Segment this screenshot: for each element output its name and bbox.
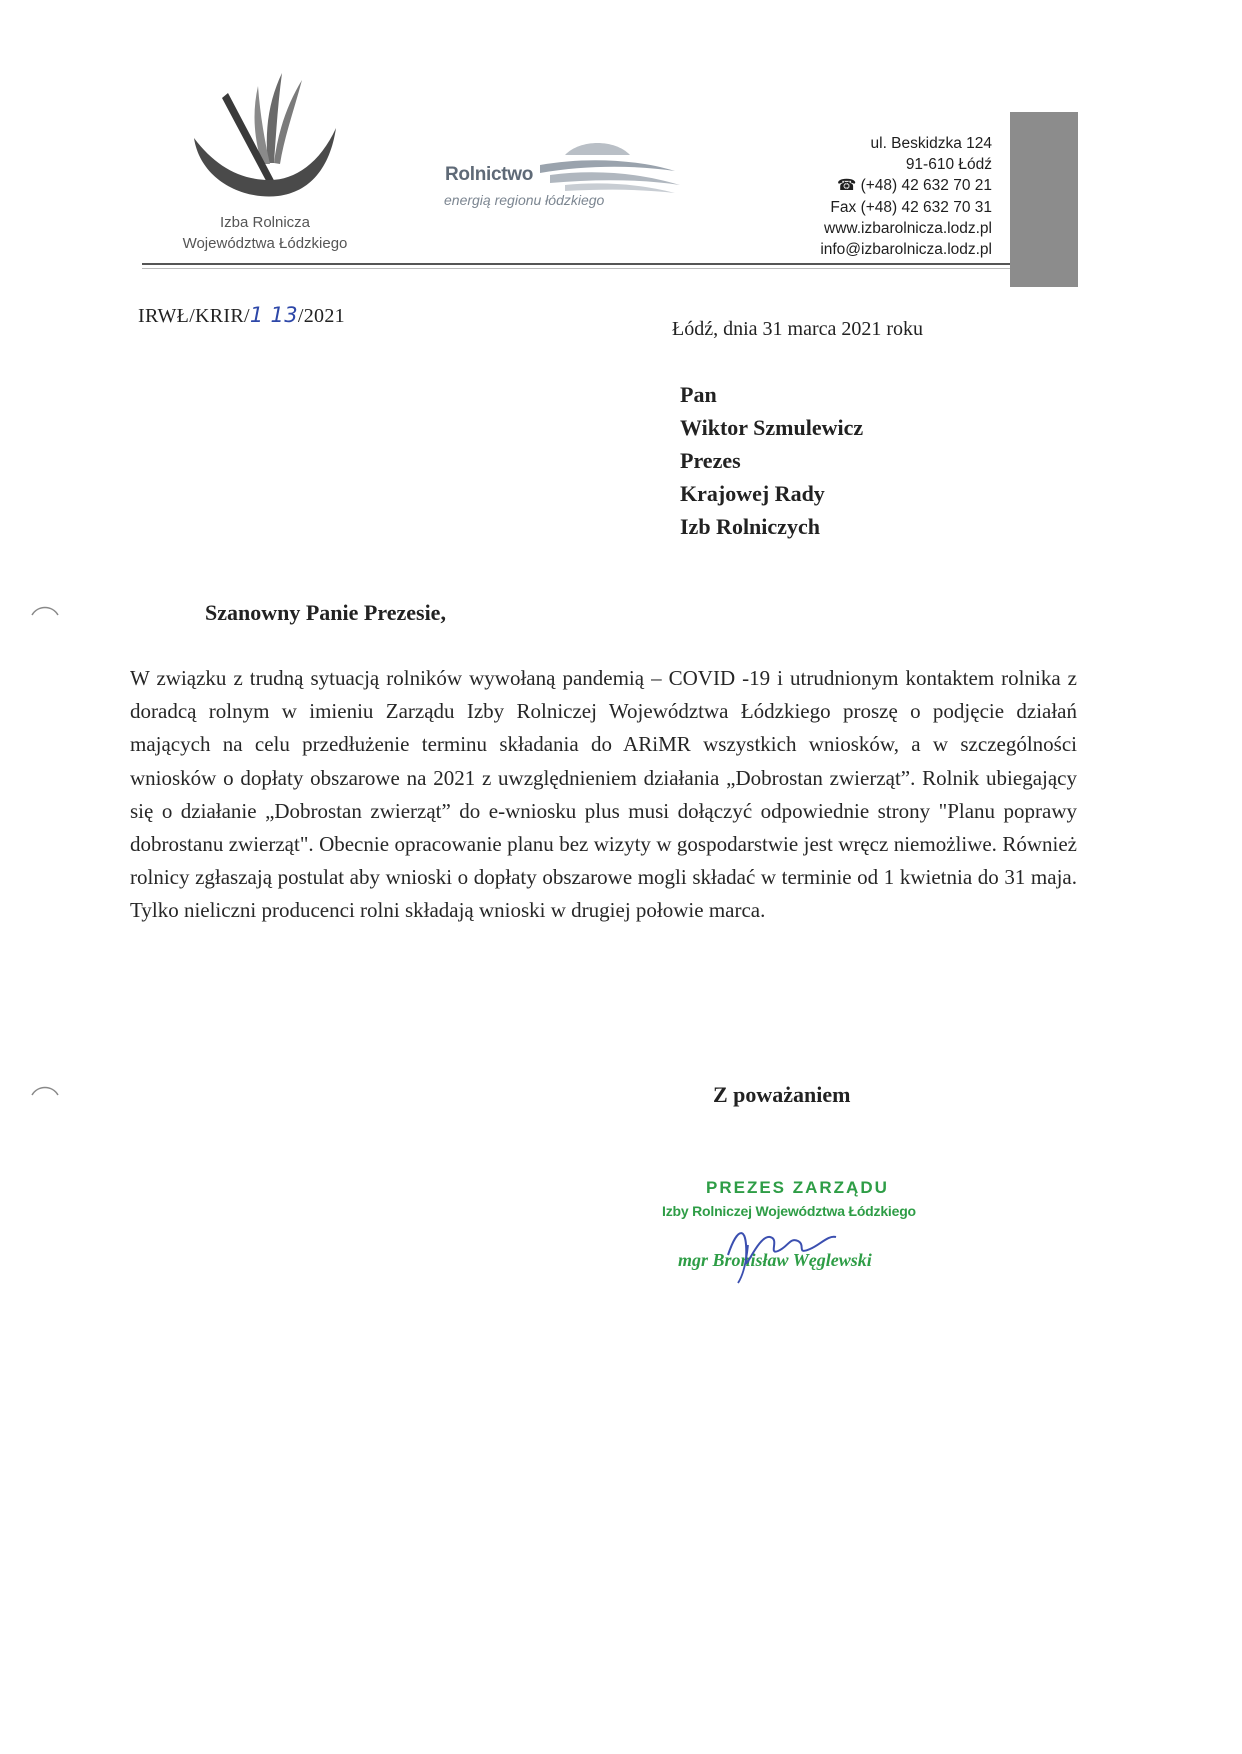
addressee-line: Krajowej Rady [680,481,825,506]
reference-handwritten-number: 1 13 [249,303,298,327]
addressee-line: Wiktor Szmulewicz [680,415,864,440]
contact-website: www.izbarolnicza.lodz.pl [824,219,992,237]
closing: Z poważaniem [713,1082,851,1107]
stamp-name: mgr Bronisław Węglewski [678,1250,872,1270]
organization-name-line1: Izba Rolnicza [219,214,311,231]
slogan-title: Rolnictwo [445,164,534,185]
hole-punch-mark [30,1083,60,1101]
slogan-subtitle: energią regionu łódzkiego [444,192,605,208]
reference-suffix: /2021 [297,305,345,327]
header-divider-thin [142,268,1010,269]
contact-phone: ☎ (+48) 42 632 70 21 [836,177,992,195]
contact-fax: Fax (+48) 42 632 70 31 [830,198,992,216]
contact-city: 91-610 Łódź [905,156,992,174]
addressee-block [680,378,863,543]
stamp-title: PREZES ZARZĄDU [706,1178,889,1197]
contact-details [700,133,992,260]
contact-email: info@izbarolnicza.lodz.pl [820,241,992,259]
date-line: Łódź, dnia 31 marca 2021 roku [672,318,924,340]
salutation: Szanowny Panie Prezesie, [205,600,446,625]
header-divider [142,263,1010,265]
letter-body: W związku z trudną sytuacją rolników wywołaną pandemią – COVID -19 i utrudnionym kontaktem rolnika z doradcą rolnym w imieniu Zarządu Izby Rolniczej Województwa Łódzkiego proszę o podjęcie działań mających na celu przedłużenie terminu składania do ARiMR wszystkich wniosków, a w szczególności wniosków o dopłaty obszarowe na 2021 z uwzględnieniem działania „Dobrostan zwierząt”. Rolnik ubiegający się o działanie „Dobrostan zwierząt” do e-wniosku plus musi dołączyć odpowiednie strony "Planu poprawy dobrostanu zwierząt". Obecnie opracowanie planu bez wizyty w gospodarstwie jest wręcz niemożliwe. Również rolnicy zgłaszają postulat aby wnioski o dopłaty obszarowe mogli składać w terminie od 1 kwietnia do 31 maja. Tylko nieliczni producenci rolni składają wnioski w drugiej połowie marca. [130,666,1077,923]
handwritten-signature [718,1215,868,1285]
reference-prefix: IRWŁ/KRIR/ [138,305,250,327]
hole-punch-mark [30,603,60,621]
addressee-line: Pan [680,382,717,407]
organization-name [150,212,380,254]
organization-name-line2: Województwa Łódzkiego [182,235,348,252]
stamp-organization: Izby Rolniczej Województwa Łódzkiego [662,1203,916,1219]
contact-street: ul. Beskidzka 124 [870,135,992,152]
header-accent-bar [1010,112,1078,287]
chamber-emblem-logo [190,68,340,208]
reference-number [138,303,345,328]
addressee-line: Prezes [680,448,741,473]
addressee-line: Izb Rolniczych [680,514,820,539]
